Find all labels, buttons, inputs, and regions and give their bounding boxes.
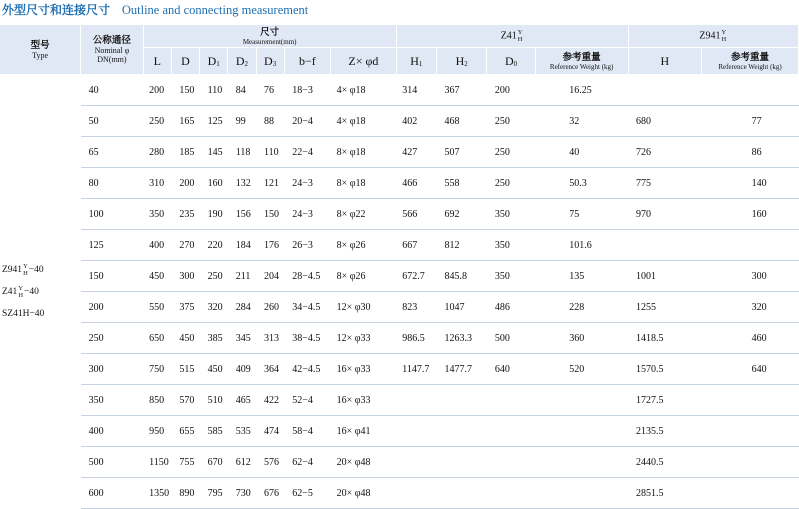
title-cn: 外型尺寸和连接尺寸	[2, 3, 111, 17]
cell-D1: 250	[200, 261, 228, 292]
cell-zd: 16× φ33	[331, 354, 397, 385]
cell-D2: 211	[228, 261, 256, 292]
cell-D: 515	[171, 354, 199, 385]
cell-w2: 77	[702, 106, 799, 137]
cell-D0: 250	[487, 168, 535, 199]
type-cell	[0, 75, 81, 509]
cell-w1: 228	[535, 292, 628, 323]
table-row	[0, 323, 799, 354]
cell-dn: 50	[81, 106, 144, 137]
cell-D0: 486	[487, 292, 535, 323]
col-H1-header: H1	[396, 48, 436, 75]
cell-zd: 8× φ18	[331, 168, 397, 199]
cell-D3: 76	[256, 75, 284, 106]
cell-H1	[396, 447, 436, 478]
cell-D0: 350	[487, 261, 535, 292]
cell-dn: 100	[81, 199, 144, 230]
table-row	[0, 354, 799, 385]
cell-H2: 812	[437, 230, 487, 261]
cell-D3: 676	[256, 478, 284, 509]
cell-L: 200	[143, 75, 171, 106]
cell-w1: 16.25	[535, 75, 628, 106]
cell-D: 755	[171, 447, 199, 478]
cell-D0: 640	[487, 354, 535, 385]
cell-D0: 250	[487, 137, 535, 168]
cell-w1: 360	[535, 323, 628, 354]
cell-H: 1418.5	[628, 323, 702, 354]
cell-zd: 20× φ48	[331, 447, 397, 478]
cell-H1: 402	[396, 106, 436, 137]
cell-w1	[535, 416, 628, 447]
col-weight1-header: 参考重量 Reference Weight (kg)	[535, 48, 628, 75]
cell-D1: 510	[200, 385, 228, 416]
cell-H2: 1047	[437, 292, 487, 323]
col-D0-header: D0	[487, 48, 535, 75]
type-label-sz41h: SZ41H−40	[2, 308, 45, 319]
cell-H1: 986.5	[396, 323, 436, 354]
cell-w2: 86	[702, 137, 799, 168]
cell-L: 450	[143, 261, 171, 292]
cell-H1: 314	[396, 75, 436, 106]
cell-w2	[702, 75, 799, 106]
cell-H: 1570.5	[628, 354, 702, 385]
cell-D: 570	[171, 385, 199, 416]
cell-H: 680	[628, 106, 702, 137]
cell-D: 200	[171, 168, 199, 199]
cell-D: 185	[171, 137, 199, 168]
cell-H: 1727.5	[628, 385, 702, 416]
cell-L: 950	[143, 416, 171, 447]
cell-D3: 176	[256, 230, 284, 261]
cell-zd: 8× φ18	[331, 137, 397, 168]
col-H2-header: H2	[437, 48, 487, 75]
cell-w2: 140	[702, 168, 799, 199]
cell-w1: 75	[535, 199, 628, 230]
cell-bf: 62−4	[284, 447, 330, 478]
cell-dn: 300	[81, 354, 144, 385]
cell-D2: 184	[228, 230, 256, 261]
cell-D0	[487, 478, 535, 509]
cell-H2	[437, 478, 487, 509]
table-row	[0, 447, 799, 478]
cell-D0	[487, 447, 535, 478]
cell-w2	[702, 416, 799, 447]
cell-D3: 204	[256, 261, 284, 292]
cell-bf: 42−4.5	[284, 354, 330, 385]
table-row	[0, 292, 799, 323]
cell-H	[628, 75, 702, 106]
cell-H: 2135.5	[628, 416, 702, 447]
cell-H1: 466	[396, 168, 436, 199]
cell-H1: 1147.7	[396, 354, 436, 385]
cell-w2: 300	[702, 261, 799, 292]
cell-D3: 313	[256, 323, 284, 354]
cell-dn: 40	[81, 75, 144, 106]
col-D3-header: D3	[256, 48, 284, 75]
cell-H1: 672.7	[396, 261, 436, 292]
cell-D2: 409	[228, 354, 256, 385]
table-body	[0, 75, 799, 509]
cell-H2: 468	[437, 106, 487, 137]
cell-zd: 8× φ22	[331, 199, 397, 230]
cell-w2	[702, 447, 799, 478]
cell-w2: 160	[702, 199, 799, 230]
col-L-header: L	[143, 48, 171, 75]
cell-w1: 50.3	[535, 168, 628, 199]
cell-bf: 26−3	[284, 230, 330, 261]
cell-L: 400	[143, 230, 171, 261]
cell-H2: 507	[437, 137, 487, 168]
type-label-z941: Z941Y H−40	[2, 262, 44, 277]
cell-D1: 145	[200, 137, 228, 168]
cell-H2: 558	[437, 168, 487, 199]
cell-D2: 612	[228, 447, 256, 478]
cell-D: 235	[171, 199, 199, 230]
cell-w2: 320	[702, 292, 799, 323]
cell-H: 2440.5	[628, 447, 702, 478]
cell-bf: 58−4	[284, 416, 330, 447]
cell-bf: 34−4.5	[284, 292, 330, 323]
cell-H2	[437, 447, 487, 478]
cell-D: 270	[171, 230, 199, 261]
cell-w1	[535, 478, 628, 509]
cell-bf: 20−4	[284, 106, 330, 137]
cell-D: 165	[171, 106, 199, 137]
cell-H1: 566	[396, 199, 436, 230]
page-title	[2, 1, 308, 19]
cell-D3: 576	[256, 447, 284, 478]
table-row	[0, 199, 799, 230]
cell-D: 655	[171, 416, 199, 447]
cell-zd: 8× φ26	[331, 261, 397, 292]
table-row	[0, 478, 799, 509]
cell-H2	[437, 385, 487, 416]
cell-dn: 125	[81, 230, 144, 261]
cell-H: 1255	[628, 292, 702, 323]
cell-D0	[487, 385, 535, 416]
cell-D2: 345	[228, 323, 256, 354]
cell-H: 775	[628, 168, 702, 199]
dimension-table	[0, 25, 799, 509]
cell-H2	[437, 416, 487, 447]
cell-w1	[535, 447, 628, 478]
cell-H2: 1477.7	[437, 354, 487, 385]
col-D-header: D	[171, 48, 199, 75]
cell-w2	[702, 385, 799, 416]
cell-D0: 200	[487, 75, 535, 106]
cell-D2: 535	[228, 416, 256, 447]
type-label-z41: Z41Y H−40	[2, 284, 39, 299]
cell-D3: 474	[256, 416, 284, 447]
cell-D1: 125	[200, 106, 228, 137]
cell-L: 650	[143, 323, 171, 354]
cell-D0: 500	[487, 323, 535, 354]
cell-bf: 24−3	[284, 199, 330, 230]
title-en: Outline and connecting measurement	[121, 3, 309, 17]
cell-D1: 160	[200, 168, 228, 199]
cell-bf: 38−4.5	[284, 323, 330, 354]
cell-H1: 823	[396, 292, 436, 323]
table-row	[0, 261, 799, 292]
cell-zd: 8× φ26	[331, 230, 397, 261]
cell-D2: 118	[228, 137, 256, 168]
table-row	[0, 230, 799, 261]
cell-dn: 400	[81, 416, 144, 447]
cell-D1: 110	[200, 75, 228, 106]
table-row	[0, 168, 799, 199]
cell-D1: 450	[200, 354, 228, 385]
cell-D3: 110	[256, 137, 284, 168]
cell-H: 726	[628, 137, 702, 168]
z41-group-header: Z41Y H	[396, 25, 628, 48]
table-row	[0, 106, 799, 137]
cell-D0: 350	[487, 230, 535, 261]
cell-L: 1150	[143, 447, 171, 478]
cell-zd: 12× φ33	[331, 323, 397, 354]
cell-L: 350	[143, 199, 171, 230]
cell-D3: 260	[256, 292, 284, 323]
cell-H2: 367	[437, 75, 487, 106]
cell-H: 1001	[628, 261, 702, 292]
cell-zd: 16× φ41	[331, 416, 397, 447]
measurement-header: 尺寸 Measurement(mm)	[143, 25, 396, 48]
cell-zd: 12× φ30	[331, 292, 397, 323]
cell-dn: 600	[81, 478, 144, 509]
cell-bf: 24−3	[284, 168, 330, 199]
cell-H1	[396, 416, 436, 447]
cell-D1: 670	[200, 447, 228, 478]
cell-H1: 427	[396, 137, 436, 168]
cell-D1: 795	[200, 478, 228, 509]
cell-D1: 585	[200, 416, 228, 447]
cell-D: 450	[171, 323, 199, 354]
cell-L: 850	[143, 385, 171, 416]
cell-dn: 500	[81, 447, 144, 478]
cell-bf: 28−4.5	[284, 261, 330, 292]
cell-D: 890	[171, 478, 199, 509]
cell-w1: 40	[535, 137, 628, 168]
cell-L: 750	[143, 354, 171, 385]
cell-L: 550	[143, 292, 171, 323]
table-row	[0, 75, 799, 106]
cell-D: 375	[171, 292, 199, 323]
cell-dn: 200	[81, 292, 144, 323]
cell-bf: 18−3	[284, 75, 330, 106]
cell-L: 310	[143, 168, 171, 199]
cell-D2: 465	[228, 385, 256, 416]
cell-w1	[535, 385, 628, 416]
col-type-header: 型号 Type	[0, 25, 81, 75]
cell-zd: 4× φ18	[331, 75, 397, 106]
cell-D2: 730	[228, 478, 256, 509]
cell-D3: 88	[256, 106, 284, 137]
cell-D3: 364	[256, 354, 284, 385]
col-weight2-header: 参考重量 Reference Weight (kg)	[702, 48, 799, 75]
cell-w2: 640	[702, 354, 799, 385]
table-row	[0, 416, 799, 447]
table-row	[0, 137, 799, 168]
cell-w2: 460	[702, 323, 799, 354]
cell-D1: 320	[200, 292, 228, 323]
cell-D2: 284	[228, 292, 256, 323]
cell-dn: 250	[81, 323, 144, 354]
cell-dn: 80	[81, 168, 144, 199]
cell-H	[628, 230, 702, 261]
cell-H1	[396, 385, 436, 416]
cell-w1: 101.6	[535, 230, 628, 261]
cell-D3: 150	[256, 199, 284, 230]
col-bf-header: b−f	[284, 48, 330, 75]
cell-H: 2851.5	[628, 478, 702, 509]
cell-H2: 692	[437, 199, 487, 230]
cell-D3: 121	[256, 168, 284, 199]
col-H-header: H	[628, 48, 702, 75]
col-zd-header: Z× φd	[331, 48, 397, 75]
cell-dn: 350	[81, 385, 144, 416]
cell-H2: 845.8	[437, 261, 487, 292]
cell-D0: 350	[487, 199, 535, 230]
cell-D0	[487, 416, 535, 447]
cell-zd: 4× φ18	[331, 106, 397, 137]
cell-D1: 385	[200, 323, 228, 354]
cell-D: 150	[171, 75, 199, 106]
cell-bf: 62−5	[284, 478, 330, 509]
cell-D2: 156	[228, 199, 256, 230]
cell-zd: 20× φ48	[331, 478, 397, 509]
cell-D1: 190	[200, 199, 228, 230]
cell-D: 300	[171, 261, 199, 292]
cell-H1	[396, 478, 436, 509]
cell-dn: 65	[81, 137, 144, 168]
cell-D2: 84	[228, 75, 256, 106]
cell-w1: 520	[535, 354, 628, 385]
cell-D1: 220	[200, 230, 228, 261]
cell-L: 280	[143, 137, 171, 168]
cell-bf: 22−4	[284, 137, 330, 168]
cell-H: 970	[628, 199, 702, 230]
cell-w1: 135	[535, 261, 628, 292]
col-D1-header: D1	[200, 48, 228, 75]
cell-w1: 32	[535, 106, 628, 137]
cell-bf: 52−4	[284, 385, 330, 416]
cell-D3: 422	[256, 385, 284, 416]
cell-D2: 99	[228, 106, 256, 137]
cell-H2: 1263.3	[437, 323, 487, 354]
col-dn-header: 公称通径 Nominal φ DN(mm)	[81, 25, 144, 75]
cell-D0: 250	[487, 106, 535, 137]
cell-w2	[702, 478, 799, 509]
z941-group-header: Z941Y H	[628, 25, 799, 48]
cell-L: 1350	[143, 478, 171, 509]
cell-zd: 16× φ33	[331, 385, 397, 416]
col-D2-header: D2	[228, 48, 256, 75]
cell-L: 250	[143, 106, 171, 137]
cell-D2: 132	[228, 168, 256, 199]
cell-w2	[702, 230, 799, 261]
cell-H1: 667	[396, 230, 436, 261]
table-row	[0, 385, 799, 416]
cell-dn: 150	[81, 261, 144, 292]
